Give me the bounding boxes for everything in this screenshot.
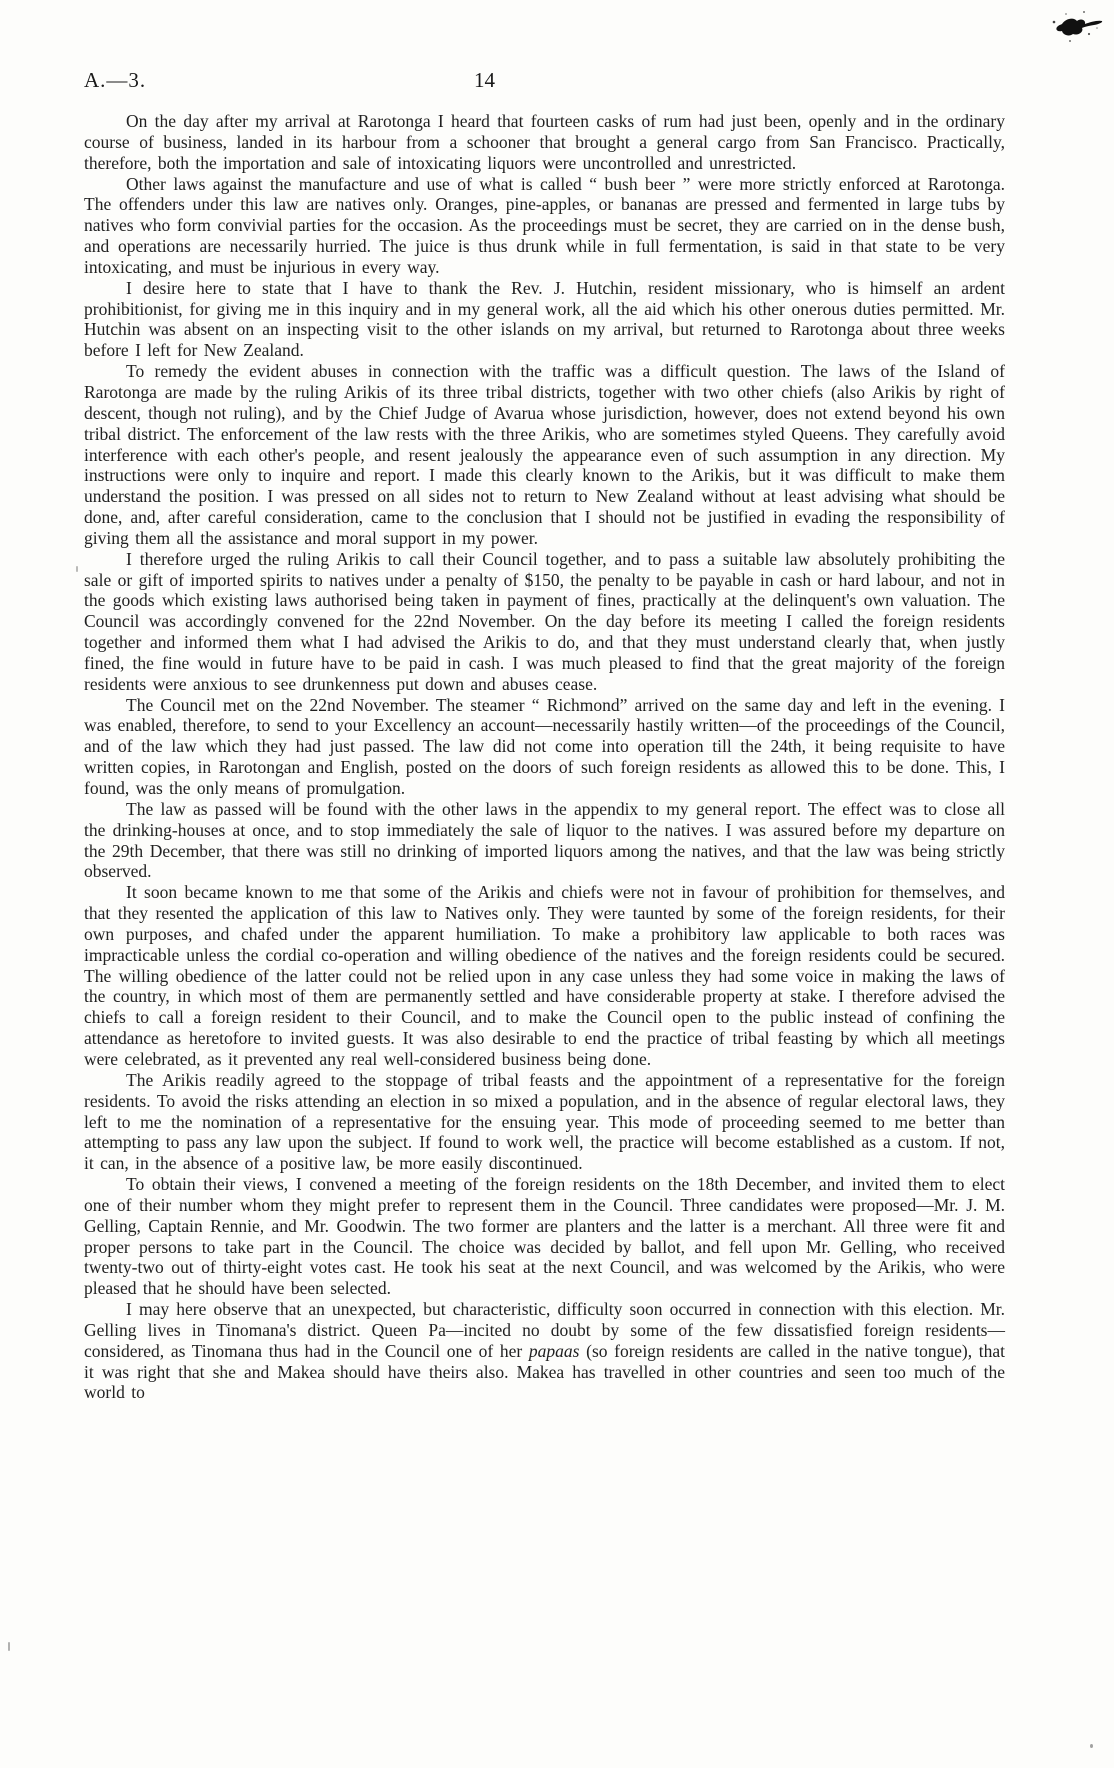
- paragraph: [84, 882, 1005, 1070]
- paragraph-text: It soon became known to me that some of the Arikis and chiefs were not in favour of prohibition for themselves, and that they resented the application of this law to Natives only. They were taunted by some of the foreign residents, for their own purposes, and chafed under the apparent humiliation. To make a prohibitory law applicable to both races was impracticable unless the cordial co-operation and willing obedience of the natives and the foreign residents could be secured. The willing obedience of the latter could not be relied upon in any case unless they had some voice in making the laws of the country, in which most of them are permanently settled and have considerable property at stake. I therefore advised the chiefs to call a foreign resident to their Council, and to make the Council open to the public instead of confining the attendance as heretofore to invited guests. It was also desirable to end the practice of tribal feasting by which all meetings were celebrated, as it prevented any real well-considered business being done.: [84, 882, 1005, 1069]
- section-reference: A.—3.: [84, 68, 147, 92]
- paragraph: [84, 278, 1005, 361]
- paragraph: [84, 111, 1005, 174]
- page-header: [84, 68, 1005, 96]
- paragraph-text: To remedy the evident abuses in connection with the traffic was a difficult question. The laws of the Island of Rarotonga are made by the ruling Arikis of its three tribal districts, together with two other chiefs (also Arikis by right of descent, though not ruling), and by the Chief Judge of Avarua whose jurisdiction, however, does not extend beyond his own tribal district. The enforcement of the law rests with the three Arikis, who are sometimes styled Queens. They carefully avoid interference with each other's people, and resent jealously the appearance even of such assumption in any direction. My instructions were only to inquire and report. I made this clearly known to the Arikis, but it was difficult to make them understand the position. I was pressed on all sides not to return to New Zealand without at least advising what should be done, and, after careful consideration, came to the conclusion that I should not be justified in evading the responsibility of giving them all the assistance and moral support in my power.: [84, 361, 1005, 548]
- scan-speck: [8, 1642, 10, 1651]
- paragraph-text: The Arikis readily agreed to the stoppage of tribal feasts and the appointment of a representative for the foreign residents. To avoid the risks attending an election in so mixed a population, and in the absence of regular electoral laws, they left to me the nomination of a representative for the ensuing year. This mode of proceeding seemed to me better than attempting to pass any law upon the subject. If found to work well, the practice will become established as a custom. If not, it can, in the absence of a positive law, be more easily discontinued.: [84, 1069, 1005, 1174]
- italic-text: papaas: [528, 1340, 580, 1361]
- paragraph-text: The law as passed will be found with the other laws in the appendix to my general report. The effect was to close all the drinking-houses at once, and to stop immediately the sale of liquor to the natives. I was assured before my departure on the 29th December, that there was still no drinking of imported liquors among the natives, and that the law was being strictly observed.: [84, 798, 1005, 882]
- paragraph: [84, 174, 1005, 278]
- scan-speck: [76, 566, 78, 572]
- scan-speck: [1090, 1744, 1093, 1748]
- paragraph-text: The Council met on the 22nd November. The steamer “ Richmond” arrived on the same day and left in the evening. I was enabled, therefore, to send to your Excellency an account—necessarily hastily written—of the proceedings of the Council, and of the law which they had just passed. The law did not come into operation till the 24th, it being requisite to have written copies, in Rarotongan and English, posted on the doors of such foreign residents as allowed this to be done. This, I found, was the only means of promulgation.: [84, 694, 1005, 798]
- paragraph: [84, 361, 1005, 549]
- paragraph-text: (so foreign residents are called in the native tongue), that it was right that she and Makea should have theirs also. Makea has travelled in other countries and seen too much of the world to: [84, 1340, 1006, 1403]
- paragraph-text: Other laws against the manufacture and use of what is called “ bush beer ” were more strictly enforced at Rarotonga. The offenders under this law are natives only. Oranges, pine-apples, or bananas are pressed and fermented in large tubs by natives who form convivial parties for the occasion. As the proceedings must be secret, they are carried on in the dense bush, and operations are necessarily hurried. The juice is thus drunk while in full fermentation, is said in that state to be very intoxicating, and must be injurious in every way.: [84, 173, 1005, 277]
- paragraph: [84, 1070, 1005, 1174]
- paragraph: [84, 1299, 1005, 1403]
- paragraph-text: I therefore urged the ruling Arikis to call their Council together, and to pass a suitable law absolutely prohibiting the sale or gift of imported spirits to natives under a penalty of $150, the penalty to be payable in cash or hard labour, and not in the goods which existing laws authorised being taken in payment of fines, practically at the delinquent's own valuation. The Council was accordingly convened for the 22nd November. On the day before its meeting I called the foreign residents together and informed them what I had advised the Arikis to do, and that they must understand clearly that, when justly fined, the fine would in future have to be paid in cash. I was much pleased to find that the great majority of the foreign residents were anxious to see drunkenness put down and abuses cease.: [84, 548, 1005, 694]
- paragraph: [84, 1174, 1005, 1299]
- document-body: [84, 111, 1005, 1403]
- paragraph: [84, 549, 1005, 695]
- paragraph-text: On the day after my arrival at Rarotonga I heard that fourteen casks of rum had just been, openly and in the ordinary course of business, landed in its harbour from a schooner that brought a general cargo from San Francisco. Practically, therefore, both the importation and sale of intoxicating liquors were uncontrolled and unrestricted.: [84, 111, 1005, 173]
- paragraph-text: To obtain their views, I convened a meeting of the foreign residents on the 18th December, and invited them to elect one of their number whom they might prefer to represent them in the Council. Three candidates were proposed—Mr. J. M. Gelling, Captain Rennie, and Mr. Goodwin. The two former are planters and the latter is a merchant. All three were fit and proper persons to take part in the Council. The choice was decided by ballot, and fell upon Mr. Gelling, who received twenty-two out of thirty-eight votes cast. He took his seat at the next Council, and was welcomed by the Arikis, who were pleased that he should have been selected.: [84, 1174, 1005, 1299]
- ink-blot: [1040, 8, 1104, 52]
- page-number: 14: [474, 68, 495, 92]
- paragraph: [84, 799, 1005, 882]
- paragraph-text: I may here observe that an unexpected, but characteristic, difficulty soon occurred in connection with this election. Mr. Gelling lives in Tinomana's district. Queen Pa—incited no doubt by some of the few dissatisfied foreign residents—considered, as Tinomana thus had in the Council one of her: [84, 1299, 1005, 1361]
- paragraph: [84, 695, 1005, 799]
- paragraph-text: I desire here to state that I have to thank the Rev. J. Hutchin, resident missionary, who is himself an ardent prohibitionist, for giving me in this inquiry and in my general work, all the aid which his other onerous duties permitted. Mr. Hutchin was absent on an inspecting visit to the other islands on my arrival, but returned to Rarotonga about three weeks before I left for New Zealand.: [84, 277, 1005, 361]
